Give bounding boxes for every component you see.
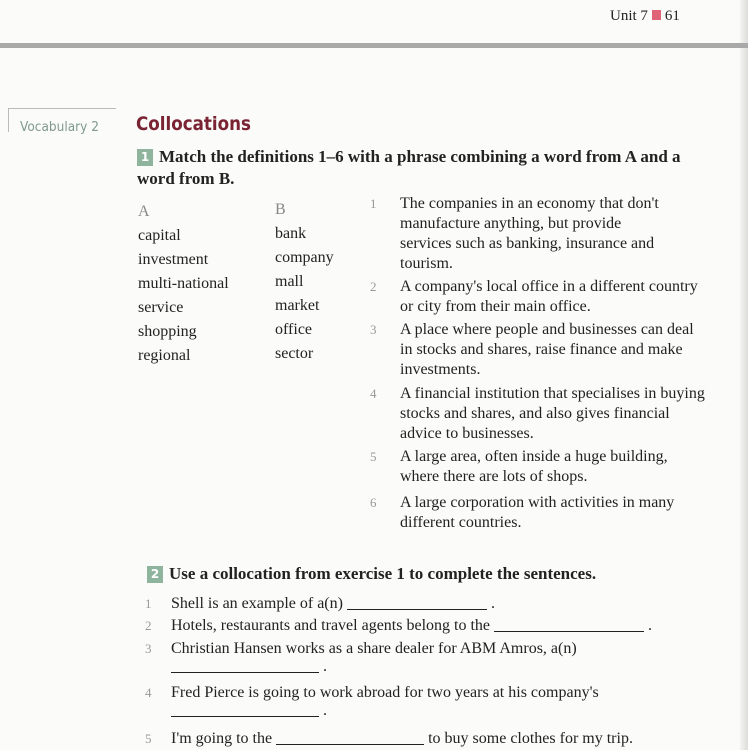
page-header	[610, 8, 680, 25]
item-number: 1	[145, 596, 152, 611]
exercise1-instruction	[137, 146, 697, 190]
page-number: 61	[664, 8, 680, 24]
section-divider	[8, 108, 9, 132]
sentence-text: .	[323, 702, 327, 719]
definition-text: A place where people and businesses can deal in stocks and shares, raise finance and make investments.	[400, 321, 694, 378]
column-a	[138, 200, 229, 368]
word-b: company	[275, 249, 334, 266]
definition	[370, 194, 670, 274]
definition	[370, 493, 680, 533]
definition-text: A large corporation with activities in many different countries.	[400, 494, 675, 531]
column-header: B	[275, 201, 286, 218]
sentence-text: I'm going to the	[171, 730, 273, 747]
word-a: capital	[138, 227, 181, 244]
sentence-text: Fred Pierce is going to work abroad for two years at his company's	[171, 684, 599, 701]
word-b: market	[275, 297, 320, 314]
answer-blank[interactable]	[494, 631, 644, 632]
sentence-text: .	[490, 595, 495, 612]
definition-text: A financial institution that specialises in buying stocks and shares, and also gives financial advice to businesses.	[400, 385, 705, 442]
definition	[370, 447, 710, 487]
word-a: regional	[138, 347, 191, 364]
item-number: 3	[145, 641, 152, 656]
instruction-text: Match the definitions 1–6 with a phrase combining a word from A and a word from B.	[137, 147, 681, 188]
sentence-item	[145, 617, 652, 635]
word-a: multi-national	[138, 275, 229, 292]
word-b: bank	[275, 225, 307, 242]
section-title: Collocations	[136, 113, 251, 135]
sentence-text: Hotels, restaurants and travel agents belong to the	[171, 617, 491, 634]
exercise2-instruction	[147, 564, 596, 584]
exercise-number-badge: 1	[137, 149, 153, 166]
definition-number: 1	[370, 196, 377, 211]
definition-number: 6	[370, 495, 377, 510]
definition-text: A company's local office in a different country or city from their main office.	[400, 278, 698, 315]
item-number: 2	[145, 618, 152, 633]
page-edge-shadow	[740, 0, 748, 750]
word-a: shopping	[138, 323, 197, 340]
word-b: sector	[275, 345, 314, 362]
definition-text: The companies in an economy that don't manufacture anything, but provide services such as banking, insurance and tourism.	[400, 195, 659, 272]
unit-label: Unit 7	[610, 8, 648, 24]
definition-text: A large area, often inside a huge building, where there are lots of shops.	[400, 448, 668, 485]
sentence-text: Shell is an example of a(n)	[171, 595, 343, 612]
header-divider	[0, 43, 748, 48]
definition-number: 5	[370, 449, 377, 464]
column-header: A	[138, 203, 150, 220]
sentence-item	[145, 730, 633, 748]
definition-number: 4	[370, 386, 377, 401]
definition-number: 2	[370, 279, 377, 294]
answer-blank[interactable]	[276, 744, 424, 745]
sentence-item	[145, 684, 599, 720]
sentence-text: .	[648, 617, 653, 634]
item-number: 5	[145, 731, 152, 746]
sentence-text: Christian Hansen works as a share dealer for ABM Amros, a(n)	[171, 640, 577, 657]
definition	[370, 320, 698, 380]
sentence-item	[145, 595, 495, 613]
instruction-text: Use a collocation from exercise 1 to complete the sentences.	[169, 564, 597, 583]
square-bullet-icon	[652, 10, 661, 20]
sentence-item	[145, 640, 577, 676]
exercise-number-badge: 2	[147, 566, 163, 583]
definition-number: 3	[370, 322, 377, 337]
word-b: office	[275, 321, 313, 338]
column-b	[275, 198, 334, 366]
word-b: mall	[275, 273, 304, 290]
sentence-text: .	[323, 658, 327, 675]
answer-blank[interactable]	[171, 672, 319, 673]
section-divider	[8, 108, 116, 109]
definition	[370, 277, 710, 317]
item-number: 4	[145, 685, 152, 700]
definition	[370, 384, 708, 444]
word-a: service	[138, 299, 184, 316]
answer-blank[interactable]	[347, 609, 487, 610]
sentence-text: to buy some clothes for my trip.	[428, 730, 633, 747]
answer-blank[interactable]	[171, 716, 319, 717]
word-a: investment	[138, 251, 209, 268]
section-label: Vocabulary 2	[20, 119, 99, 135]
